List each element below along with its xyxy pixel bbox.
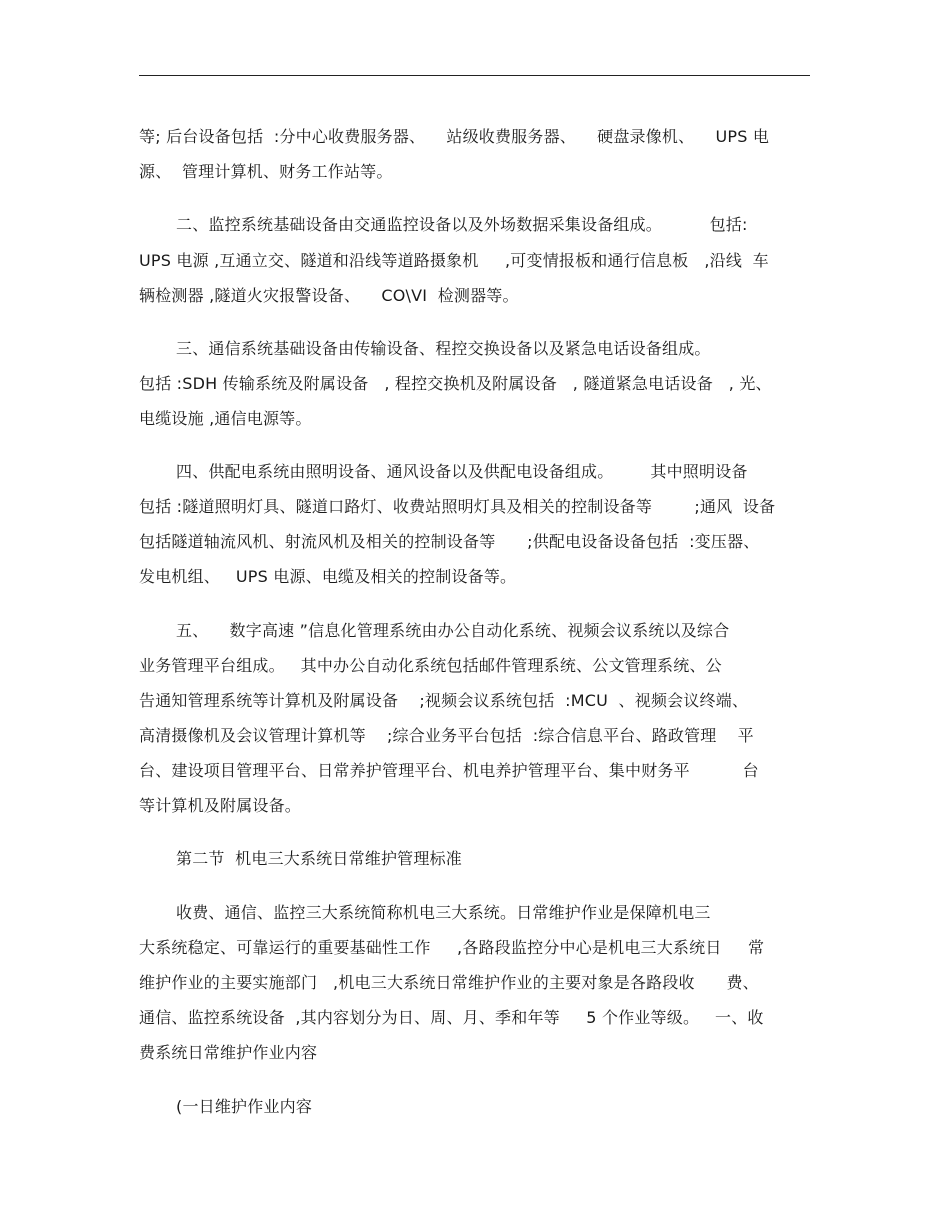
- text-line: 费系统日常维护作业内容: [139, 1043, 318, 1062]
- text-line: 维护作业的主要实施部门 ,机电三大系统日常维护作业的主要对象是各路段收 费、: [139, 973, 759, 992]
- text-line: 源、 管理计算机、财务工作站等。: [139, 162, 393, 181]
- text-line: 五、 数字高速 ”信息化管理系统由办公自动化系统、视频会议系统以及综合: [176, 621, 730, 640]
- header-rule: [139, 75, 810, 76]
- text-line: 发电机组、 UPS 电源、电缆及相关的控制设备等。: [139, 567, 517, 586]
- text-line: 包括 :SDH 传输系统及附属设备 , 程控交换机及附属设备 , 隧道紧急电话设备 , 光、: [139, 374, 772, 393]
- text-line: UPS 电源 ,互通立交、隧道和沿线等道路摄象机 ,可变情报板和通行信息板 ,沿线 车: [139, 251, 769, 270]
- text-line: 等计算机及附属设备。: [139, 796, 302, 815]
- text-line: 二、监控系统基础设备由交通监控设备以及外场数据采集设备组成。 包括:: [176, 215, 748, 234]
- text-line: 包括 :隧道照明灯具、隧道口路灯、收费站照明灯具及相关的控制设备等 ;通风 设备: [139, 497, 776, 516]
- text-line: 三、通信系统基础设备由传输设备、程控交换设备以及紧急电话设备组成。: [176, 339, 711, 358]
- subsection-heading: (一日维护作业内容: [176, 1097, 313, 1116]
- text-line: 台、建设项目管理平台、日常养护管理平台、机电养护管理平台、集中财务平 台: [139, 761, 759, 780]
- text-line: 业务管理平台组成。 其中办公自动化系统包括邮件管理系统、公文管理系统、公: [139, 656, 722, 675]
- text-line: 辆检测器 ,隧道火灾报警设备、 CO\VI 检测器等。: [139, 286, 519, 305]
- text-line: 等; 后台设备包括 :分中心收费服务器、 站级收费服务器、 硬盘录像机、 UPS 电: [139, 127, 770, 146]
- text-line: 大系统稳定、可靠运行的重要基础性工作 ,各路段监控分中心是机电三大系统日 常: [139, 938, 765, 957]
- text-line: 电缆设施 ,通信电源等。: [139, 409, 312, 428]
- text-line: 通信、监控系统设备 ,其内容划分为日、周、月、季和年等 5 个作业等级。 一、收: [139, 1008, 764, 1027]
- text-line: 收费、通信、监控三大系统简称机电三大系统。日常维护作业是保障机电三: [176, 903, 711, 922]
- text-line: 高清摄像机及会议管理计算机等 ;综合业务平台包括 :综合信息平台、路政管理 平: [139, 726, 754, 745]
- text-line: 告通知管理系统等计算机及附属设备 ;视频会议系统包括 :MCU 、视频会议终端、: [139, 691, 749, 710]
- text-line: 包括隧道轴流风机、射流风机及相关的控制设备等 ;供配电设备设备包括 :变压器、: [139, 532, 760, 551]
- section-heading: 第二节 机电三大系统日常维护管理标准: [176, 849, 462, 868]
- text-line: 四、供配电系统由照明设备、通风设备以及供配电设备组成。 其中照明设备: [176, 462, 748, 481]
